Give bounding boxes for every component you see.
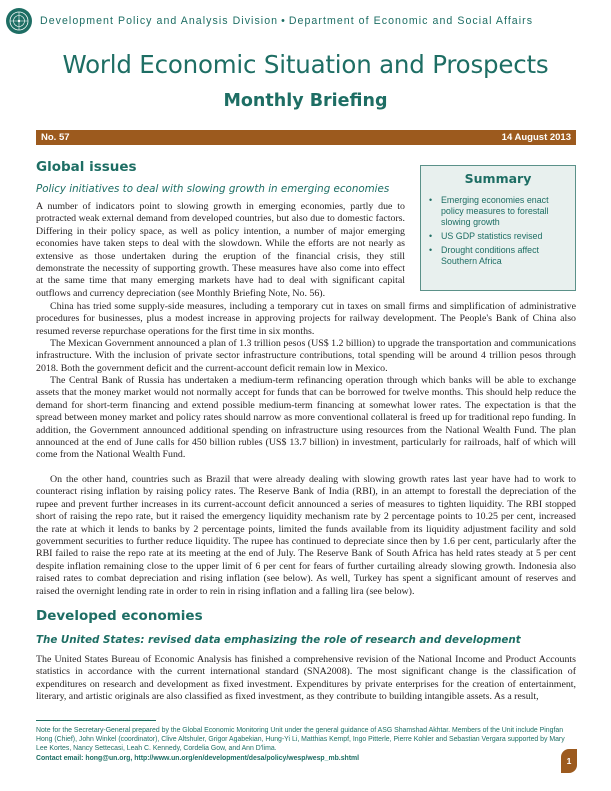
summary-item: • Emerging economies enact policy measures to forestall slowing growth: [429, 195, 549, 227]
paragraph-global-5: On the other hand, countries such as Brazil that were already dealing with slowing growth rates last year have had to work to counteract rising inflation by raising policy rates. The Reserve Bank of India (RBI), in an attempt to forestall the depreciation of the rupee and prevent further increases in its current-account deficit announced a series of measures to tighten liquidity. The RBI stopped short of raising the repo rate, but it raised the emergency liquidity mechanism rate by 2 percentage points to 10.25 per cent, increased the rate at which it lends to banks by 2 percentage points, limited the funds available from its liquidity adjustment facility and sold government securities to further reduce liquidity. The rupee has continued to depreciate since then by 1.6 per cent, particularly after the RBI failed to raise the repo rate at its meeting at the end of July. The Reserve Bank of South Africa has held rates steady at 5 per cent despite inflation remaining close to the upper limit of 6 per cent for fears of further curtailing already slowing growth. Indonesia also raised rates to combat depreciation and rising inflation (see below). As well, Turkey has spent a significant amount of reserves and raised the overnight lending rate in order to rein in rising inflation and a falling lira (see below).: [36, 474, 576, 597]
paragraph-global-1: A number of indicators point to slowing growth in emerging economies, partly due to protracted weak external demand from developed countries, but also due to domestic factors. Differing in their policy space, as well as policy intention, a number of major emerging economies have taken steps to deal with the slowdown. While the efforts are not nearly as extensive as those undertaken during the eruption of the financial crisis, they still demonstrate the necessity of supporting growth. These measures have also come into effect at the same time that many emerging markets have had to deal with significant capital outflows and currency depreciation (see Monthly Briefing Note, No. 56).: [36, 201, 405, 299]
bullet-icon: •: [429, 195, 433, 205]
division-name: Development Policy and Analysis Division: [40, 15, 279, 27]
publication-title: World Economic Situation and Prospects: [62, 50, 549, 79]
division-separator: •: [281, 15, 286, 27]
summary-box: [420, 165, 576, 291]
department-name: Department of Economic and Social Affairs: [288, 15, 534, 27]
summary-list: [429, 195, 569, 267]
heading-developed-economies: Developed economies: [36, 608, 203, 624]
publication-subtitle: Monthly Briefing: [223, 91, 388, 111]
subheading-us-revised-data: The United States: revised data emphasizing the role of research and development: [36, 634, 521, 646]
heading-global-issues: Global issues: [36, 159, 137, 175]
un-emblem-icon: [5, 7, 33, 35]
paragraph-global-3: The Mexican Government announced a plan of 1.3 trillion pesos (US$ 1.2 billion) to upgrade the transportation and communications infrastructure. With the inclusion of private sector infrastructure contributions, total spending will be around 4 trillion pesos through 2018. Both the government deficit and the current-account deficit remain low in Mexico.: [36, 338, 576, 374]
footer-contact: Contact email: hong@un.org, http://www.un.org/en/development/desa/policy/wesp/wesp_mb.shtml: [36, 754, 360, 762]
header-bar: [0, 0, 611, 40]
footer-note: [36, 726, 576, 763]
summary-item: • US GDP statistics revised: [429, 231, 543, 241]
issue-date: 14 August 2013: [501, 132, 571, 143]
paragraph-global-2: China has tried some supply-side measures, including a temporary cut in taxes on small firms and simplification of administrative procedures for businesses, plus a modest increase in approving projects for railway development. The People's Bank of China also resumed reverse repurchase operations for the first time in six months.: [36, 301, 576, 337]
bullet-icon: •: [429, 231, 433, 241]
bullet-icon: •: [429, 245, 433, 255]
division-line: [40, 15, 533, 27]
summary-item: • Drought conditions affect Southern Africa: [429, 245, 540, 266]
paragraph-developed-1: The United States Bureau of Economic Analysis has finished a comprehensive revision of the National Income and Product Accounts statistics in accordance with the current international standard (SNA2008). The most significant change is the classification of expenditures on research and development as fixed investment. Expenditures by private enterprises for the creation of entertainment, literary, and artistic originals are also classified as fixed investment, as they contribute to building intangible assets. As a result,: [36, 654, 576, 703]
issue-bar: [36, 130, 576, 145]
page-number: 1: [561, 749, 577, 773]
footer-credits: Note for the Secretary-General prepared by the Global Economic Monitoring Unit under the general guidance of ASG Shamshad Akhtar. Members of the Unit include Pingfan Hong (Chief), John Winkel (coordinator), Clive Altshuler, Grigor Agabekian, Hung-Yi Li, Matthias Kempf, Ingo Pitterle, Pierre Kohler and Sebastian Vergara supported by Mary Lee Kortes, Nancy Settecasi, Leah C. Kennedy, Cordelia Gow, and Ann D'lima.: [36, 727, 565, 753]
paragraph-global-4: The Central Bank of Russia has undertaken a medium-term refinancing operation through which banks will be able to exchange assets that the money market would not normally accept for funds that can be borrowed for twelve months. This should help reduce the demand for short-term financing and extend possible medium-term financing at somewhat lower rates. The expectation is that the spread between money market and policy rates should narrow as more conventional collateral is freed up for traditional repo funding. In addition, the Government announced additional spending on infrastructure using resources from the National Wealth Fund. The plan announced at the end of June calls for 450 billion rubles (US$ 13.7 billion) in investment, particularly for railroads, half of which will come from the National Wealth Fund.: [36, 375, 576, 461]
summary-title: Summary: [464, 171, 532, 186]
footer-divider: [36, 720, 156, 721]
issue-number: No. 57: [41, 132, 70, 143]
subheading-policy-initiatives: Policy initiatives to deal with slowing growth in emerging economies: [36, 183, 390, 195]
